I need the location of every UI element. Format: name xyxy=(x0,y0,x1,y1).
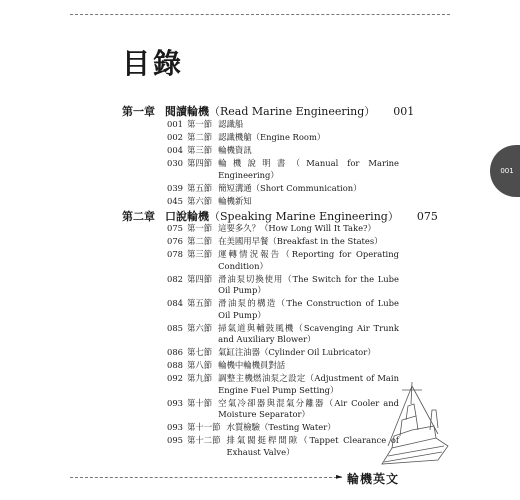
entry-title: 輪機說明書（Manual for Marine Engineering） xyxy=(218,157,399,180)
toc-entry[interactable] xyxy=(167,223,399,235)
entry-title: 氣缸注油器（Cylinder Oil Lubricator） xyxy=(218,347,376,358)
entry-title: 滑油泵切換使用（The Switch for the Lube Oil Pump） xyxy=(218,273,399,296)
entry-title: 輪機新知 xyxy=(218,195,252,206)
entry-title: 運轉情況報告（Reporting for Operating Condition） xyxy=(218,248,399,271)
entry-section: 第一節 xyxy=(187,119,213,129)
entry-page: 039 xyxy=(167,182,183,193)
entry-title: 在美國用早餐（Breakfast in the States） xyxy=(218,235,383,246)
entry-section: 第六節 xyxy=(187,195,213,206)
entry-title: 掃氣道與輔鼓風機（Scavenging Air Trunk and Auxiliary Blower） xyxy=(218,322,399,345)
entry-section: 第二節 xyxy=(187,235,213,246)
toc-entry[interactable] xyxy=(167,196,399,208)
entry-title: 認識船 xyxy=(218,119,244,129)
entry-title: 簡短溝通（Short Communication） xyxy=(218,182,362,193)
entry-title: 輪機中輪機員對話 xyxy=(218,360,286,371)
entry-title: 滑油泵的構造（The Construction of Lube Oil Pump） xyxy=(218,298,399,320)
entry-page: 076 xyxy=(167,235,183,246)
toc-entry[interactable] xyxy=(167,236,399,248)
chapter-name: 口說輪機 xyxy=(165,210,209,223)
entry-page: 084 xyxy=(167,298,183,309)
chapter-number: 第一章 xyxy=(122,105,155,118)
entry-page: 045 xyxy=(167,195,183,206)
toc-entry[interactable] xyxy=(167,398,399,421)
entry-page: 030 xyxy=(167,157,183,168)
entry-title: 排氣閥挺桿間隙（Tappet Clearance of Exhaust Valve） xyxy=(226,435,399,457)
toc-entry[interactable] xyxy=(167,119,399,131)
toc-entry[interactable] xyxy=(167,373,399,396)
chapter-number: 第二章 xyxy=(122,210,155,223)
entry-section: 第四節 xyxy=(187,273,213,284)
entry-section: 第九節 xyxy=(187,373,213,384)
page-title: 目錄 xyxy=(122,47,185,80)
entry-section: 第二節 xyxy=(187,131,213,142)
entry-section: 第八節 xyxy=(187,360,213,371)
chapter-name: 閱讀輪機 xyxy=(165,105,209,118)
entry-section: 第三節 xyxy=(187,248,213,259)
toc-entry[interactable] xyxy=(167,298,399,321)
entry-section: 第六節 xyxy=(187,322,213,333)
toc-entry[interactable] xyxy=(167,422,399,434)
entry-section: 第三節 xyxy=(187,144,213,155)
entry-page: 093 xyxy=(167,397,183,408)
entry-section: 第一節 xyxy=(187,223,213,233)
arrow-right-icon: ► xyxy=(336,472,343,481)
entry-page: 001 xyxy=(167,119,183,129)
entry-page: 085 xyxy=(167,322,183,333)
toc-entry[interactable] xyxy=(167,274,399,297)
entry-section: 第五節 xyxy=(187,298,213,309)
top-dashed-rule xyxy=(70,14,450,15)
toc-entry[interactable] xyxy=(167,360,399,372)
entry-title: 空氣冷卻器與混氣分離器（Air Cooler and Moisture Separator） xyxy=(218,397,399,420)
entry-section: 第十二節 xyxy=(187,435,221,446)
entry-title: 輪機資訊 xyxy=(218,144,252,155)
chapter-english: （Read Marine Engineering） xyxy=(209,105,376,118)
ship-illustration-icon xyxy=(372,376,454,468)
footer-book-title: 輪機英文 xyxy=(347,472,400,486)
entry-page: 095 xyxy=(167,435,183,446)
toc-entry[interactable] xyxy=(167,145,399,157)
entry-section: 第七節 xyxy=(187,347,213,358)
entry-section: 第十一節 xyxy=(187,422,221,433)
entry-page: 092 xyxy=(167,373,183,384)
entry-page: 088 xyxy=(167,360,183,371)
entry-page: 086 xyxy=(167,347,183,358)
chapter-1-section-list xyxy=(167,119,399,209)
page-number-tab: 001 xyxy=(490,145,520,197)
entry-title: 水質檢驗（Testing Water） xyxy=(226,422,336,433)
entry-title: 認識機艙（Engine Room） xyxy=(218,131,326,142)
chapter-2-section-list xyxy=(167,223,399,460)
entry-page: 075 xyxy=(167,223,183,233)
toc-entry[interactable] xyxy=(167,132,399,144)
bottom-dashed-rule xyxy=(70,477,342,478)
entry-title: 這要多久？（How Long Will It Take?） xyxy=(218,223,376,233)
toc-entry[interactable] xyxy=(167,323,399,346)
chapter-english: （Speaking Marine Engineering） xyxy=(209,210,399,223)
entry-section: 第十節 xyxy=(187,397,213,408)
entry-page: 004 xyxy=(167,144,183,155)
entry-page: 093 xyxy=(167,422,183,433)
entry-section: 第五節 xyxy=(187,182,213,193)
chapter-2-heading[interactable] xyxy=(122,208,438,224)
toc-entry[interactable] xyxy=(167,183,399,195)
chapter-page: 001 xyxy=(393,105,415,118)
chapter-1-heading[interactable] xyxy=(122,103,414,119)
toc-entry[interactable] xyxy=(167,435,399,458)
toc-entry[interactable] xyxy=(167,249,399,272)
entry-page: 082 xyxy=(167,273,183,284)
entry-title: 調整主機燃油泵之設定（Adjustment of Main Engine Fuel Pump Setting） xyxy=(218,373,399,395)
entry-page: 078 xyxy=(167,248,183,259)
entry-page: 002 xyxy=(167,131,183,142)
entry-section: 第四節 xyxy=(187,157,213,168)
toc-entry[interactable] xyxy=(167,347,399,359)
chapter-page: 075 xyxy=(416,210,438,223)
toc-entry[interactable] xyxy=(167,158,399,181)
